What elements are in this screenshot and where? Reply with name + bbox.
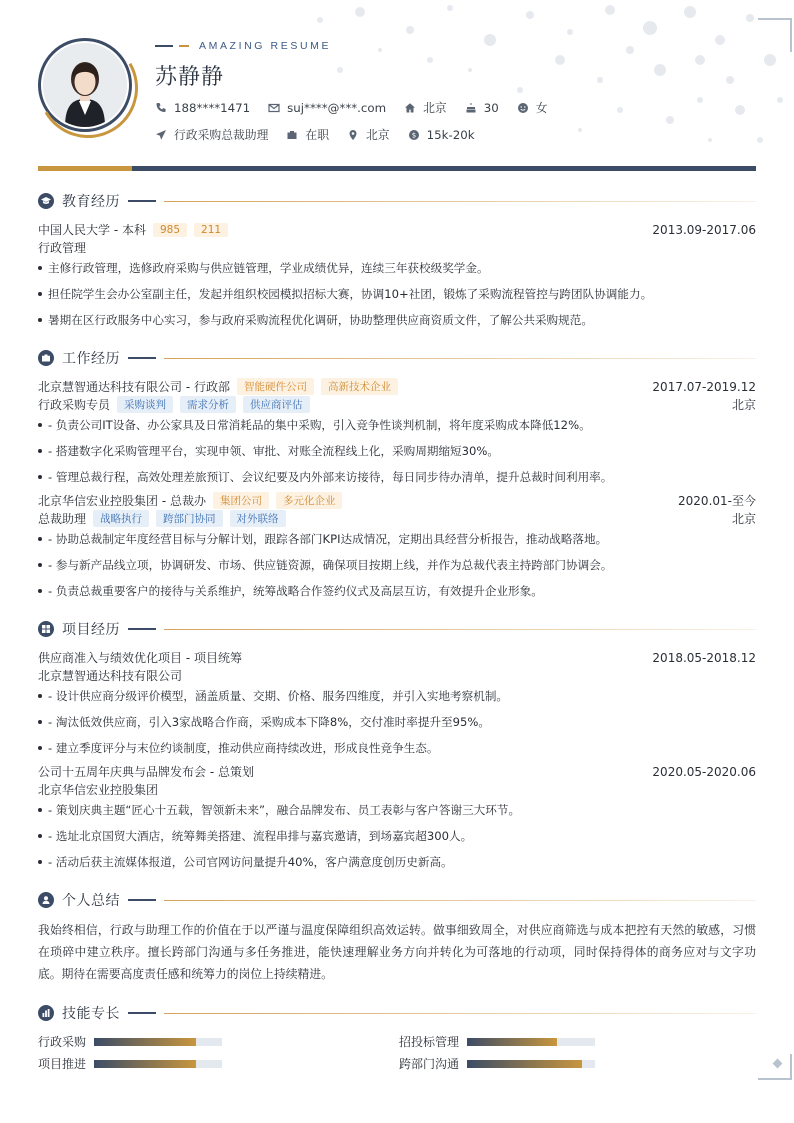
job-intent-row xyxy=(155,126,475,143)
job-city: 北京 xyxy=(731,512,756,526)
gender-text: 女 xyxy=(535,101,548,115)
school-tag: 211 xyxy=(194,223,228,237)
section-projects-header xyxy=(38,619,756,639)
project-org: 北京华信宏业控股集团 xyxy=(38,783,159,797)
age-item xyxy=(465,101,499,115)
job-bullet: - 搭建数字化采购管理平台，实现申领、审批、对账全流程线上化，采购周期缩短30%。 xyxy=(38,443,756,459)
education-bullet: 担任院学生会办公室副主任，发起并组织校园模拟招标大赛，协调10+社团，锻炼了采购流程管控与跨团队协调能力。 xyxy=(38,286,756,302)
position-tag: 采购谈判 xyxy=(117,396,173,413)
skill-bar xyxy=(467,1038,595,1046)
skill-name: 招投标管理 xyxy=(399,1035,460,1049)
user-icon xyxy=(38,892,54,908)
project-row xyxy=(38,649,756,666)
bar-chart-icon xyxy=(38,1005,54,1021)
job-bullet: - 参与新产品线立项，协调研发、市场、供应链资源，确保项目按期上线，并作为总裁代表主持跨部门协调会。 xyxy=(38,557,756,573)
section-title: 技能专长 xyxy=(62,1006,120,1022)
project-bullet: - 设计供应商分级评价模型，涵盖质量、交期、价格、服务四维度，并引入实地考察机制。 xyxy=(38,688,756,704)
position-tag: 跨部门协同 xyxy=(156,510,223,527)
gender-item xyxy=(517,99,548,116)
section-title: 个人总结 xyxy=(62,893,120,909)
phone-icon xyxy=(155,102,167,114)
email-item xyxy=(268,101,386,115)
project-bullet: - 活动后获主流媒体报道，公司官网访问量提升40%，客户满意度创历史新高。 xyxy=(38,854,756,870)
skill-bar-fill xyxy=(94,1060,196,1068)
position-tag: 供应商评估 xyxy=(243,396,310,413)
job-position-row xyxy=(38,396,756,413)
target-position-item xyxy=(155,126,268,143)
job-company-row xyxy=(38,492,756,509)
smile-icon xyxy=(517,102,529,114)
project-bullet: - 淘汰低效供应商，引入3家战略合作商，采购成本下降8%，交付准时率提升至95%。 xyxy=(38,714,756,730)
education-school-row xyxy=(38,221,756,238)
job-period: 2017.07-2019.12 xyxy=(652,379,756,394)
status-item xyxy=(286,126,329,143)
company-name: 北京华信宏业控股集团 - 总裁办 xyxy=(38,494,206,508)
project-bullet: - 策划庆典主题“匠心十五载，智领新未来”，融合品牌发布、员工表彰与客户答谢三大环节。 xyxy=(38,802,756,818)
section-education-header xyxy=(38,191,756,211)
major-name: 行政管理 xyxy=(38,241,87,255)
job-bullet: - 协助总裁制定年度经营目标与分解计划，跟踪各部门KPI达成情况，定期出具经营分析报告，推动战略落地。 xyxy=(38,531,756,547)
avatar xyxy=(38,38,132,132)
home-icon xyxy=(404,102,416,114)
project-bullet: - 选址北京国贸大酒店，统筹舞美搭建、流程串排与嘉宾邀请，到场嘉宾超300人。 xyxy=(38,828,756,844)
project-name: 供应商准入与绩效优化项目 - 项目统筹 xyxy=(38,651,242,665)
skill-item xyxy=(399,1055,595,1072)
company-tag: 集团公司 xyxy=(213,492,269,509)
job-bullet: - 负责总裁重要客户的接待与关系维护，统筹战略合作签约仪式及高层互访，有效提升企业形象。 xyxy=(38,583,756,599)
job-bullet: - 负责公司IT设备、办公家具及日常消耗品的集中采购，引入竞争性谈判机制，将年度采购成本降低12%。 xyxy=(38,417,756,433)
salary-item xyxy=(408,128,475,142)
company-tag: 智能硬件公司 xyxy=(237,378,314,395)
brand-line xyxy=(155,40,331,52)
skill-bar xyxy=(467,1060,595,1068)
section-summary-header xyxy=(38,890,756,910)
job-position-row xyxy=(38,510,756,527)
city-item xyxy=(404,99,447,116)
job-period: 2020.01-至今 xyxy=(678,494,756,508)
target-city-item xyxy=(347,126,390,143)
project-period: 2018.05-2018.12 xyxy=(652,650,756,665)
section-skills-header xyxy=(38,1003,756,1023)
section-work-header xyxy=(38,348,756,368)
project-org-row xyxy=(38,781,756,798)
city-text: 北京 xyxy=(423,101,447,115)
corner-decoration-bottom xyxy=(758,1054,792,1080)
project-org-row xyxy=(38,667,756,684)
location-pin-icon xyxy=(347,129,359,141)
mail-icon xyxy=(268,102,280,114)
education-bullet: 暑期在区行政服务中心实习，参与政府采购流程优化调研，协助整理供应商资质文件，了解公共采购规范。 xyxy=(38,312,756,328)
contact-info-row xyxy=(155,99,548,116)
project-row xyxy=(38,763,756,780)
position-name: 总裁助理 xyxy=(38,512,87,526)
skill-item xyxy=(399,1033,595,1050)
email-text: suj****@***.com xyxy=(287,100,387,115)
skill-item xyxy=(38,1033,222,1050)
skill-bar-fill xyxy=(94,1038,196,1046)
skill-bar xyxy=(94,1038,222,1046)
cake-icon xyxy=(465,102,477,114)
school-name: 中国人民大学 - 本科 xyxy=(38,223,146,237)
phone-text: 188****1471 xyxy=(174,100,251,115)
skill-bar xyxy=(94,1060,222,1068)
school-tag: 985 xyxy=(153,223,187,237)
position-name: 行政采购专员 xyxy=(38,398,111,412)
project-org: 北京慧智通达科技有限公司 xyxy=(38,669,183,683)
section-title: 项目经历 xyxy=(62,622,120,638)
education-bullet: 主修行政管理，选修政府采购与供应链管理，学业成绩优异，连续三年获校级奖学金。 xyxy=(38,260,756,276)
header-divider-bar xyxy=(38,166,756,171)
age-text: 30 xyxy=(483,100,499,115)
skill-name: 行政采购 xyxy=(38,1035,87,1049)
job-company-row xyxy=(38,378,756,395)
skill-bar-fill xyxy=(467,1060,582,1068)
company-tag: 高新技术企业 xyxy=(321,378,398,395)
skill-name: 跨部门沟通 xyxy=(399,1057,460,1071)
job-city: 北京 xyxy=(731,398,756,412)
briefcase-icon xyxy=(286,129,298,141)
candidate-name: 苏静静 xyxy=(155,65,225,90)
briefcase-icon xyxy=(38,350,54,366)
education-major-row xyxy=(38,239,756,256)
corner-decoration-top xyxy=(758,18,792,52)
summary-text: 我始终相信，行政与助理工作的价值在于以严谨与温度保障组织高效运转。做事细致周全，对供应商筛选与成本把控有天然的敏感，习惯在琐碎中建立秩序。擅长跨部门沟通与多任务推进，能快速理解业务方向并转化为可落地的行动项，同时保持得体的商务应对与文字功底。期待在需要高度责任感和统筹力的岗位上持续精进。 xyxy=(38,923,756,981)
money-icon xyxy=(408,129,420,141)
position-tag: 对外联络 xyxy=(230,510,286,527)
project-period: 2020.05-2020.06 xyxy=(652,764,756,779)
salary-text: 15k-20k xyxy=(426,127,475,142)
position-tag: 需求分析 xyxy=(180,396,236,413)
svg-text:$: $ xyxy=(411,130,416,139)
target-position-text: 行政采购总裁助理 xyxy=(174,128,269,142)
send-icon xyxy=(155,129,167,141)
section-title: 工作经历 xyxy=(62,351,120,367)
grid-icon xyxy=(38,621,54,637)
section-title: 教育经历 xyxy=(62,194,120,210)
target-city-text: 北京 xyxy=(366,128,390,142)
skill-bar-fill xyxy=(467,1038,557,1046)
avatar-photo xyxy=(43,43,127,127)
company-tag: 多元化企业 xyxy=(276,492,343,509)
project-bullet: - 建立季度评分与末位约谈制度，推动供应商持续改进，形成良性竞争生态。 xyxy=(38,740,756,756)
status-text: 在职 xyxy=(305,128,329,142)
project-name: 公司十五周年庆典与品牌发布会 - 总策划 xyxy=(38,765,254,779)
education-period: 2013.09-2017.06 xyxy=(652,222,756,237)
company-name: 北京慧智通达科技有限公司 - 行政部 xyxy=(38,380,230,394)
phone-item xyxy=(155,101,250,115)
brand-text: AMAZING RESUME xyxy=(199,40,332,52)
graduation-cap-icon xyxy=(38,193,54,209)
skill-item xyxy=(38,1055,222,1072)
skill-name: 项目推进 xyxy=(38,1057,87,1071)
job-bullet: - 管理总裁行程，高效处理差旅预订、会议纪要及内外部来访接待，每日同步待办清单，提升总裁时间利用率。 xyxy=(38,469,756,485)
position-tag: 战略执行 xyxy=(93,510,149,527)
